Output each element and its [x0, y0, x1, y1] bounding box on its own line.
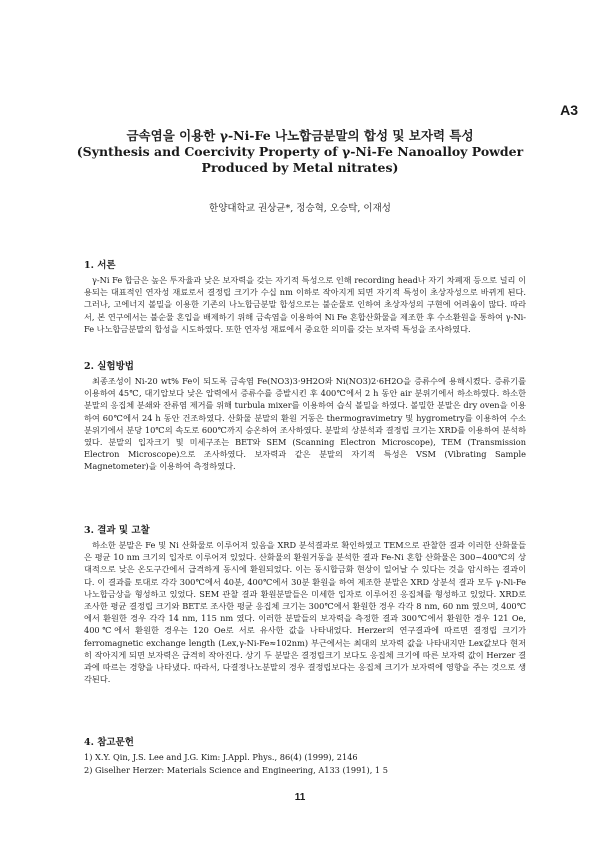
section-introduction — [84, 257, 526, 335]
section-references — [84, 734, 526, 776]
section-methods — [84, 358, 526, 473]
title-english-line-2: Produced by Metal nitrates) — [201, 160, 399, 175]
section-body: 하소한 분말은 Fe 및 Ni 산화물로 이루어져 있음을 XRD 분석결과로 확인하였고 TEM으로 관찰한 결과 이러한 산화물들은 평균 10 nm 크기의 입자로 이루어져 있었다. 산화물의 환원거동을 분석한 결과 Fe-Ni 혼합 산화물은 300~400℃의 상대적으로 낮은 온도구간에서 급격하게 동시에 환원되었다. 이는 동시합금화 현상이 일어날 수 있다는 것을 암시하는 결과이다. 이 결과를 토대로 각각 300℃에서 40분, 400℃에서 30분 환원을 하여 제조한 분말은 XRD 상분석 결과 모두 γ-Ni-Fe 나노합금상을 형성하고 있었다. SEM 관찰 결과 환원분말들은 미세한 입자로 이루어진 응집체를 형성하고 있었다. XRD로 조사한 평균 결정립 크기와 BET로 조사한 평균 응집체 크기는 300℃에서 환원한 경우 각각 8 nm, 60 nm 였으며, 400℃에서 환원한 경우 각각 14 nm, 115 nm 였다. 이러한 분말들의 보자력을 측정한 결과 300℃에서 환원한 경우 121 Oe, 400℃에서 환원한 경우는 120 Oe로 서로 유사한 값을 나타내었다. Herzer의 연구결과에 따르면 결정립 크기가 ferromagnetic exchange length (Lex,γ-Ni-Fe≈102nm) 부근에서는 최대의 보자력 값을 나타내지만 Lex값보다 현저히 작아지게 되면 보자력은 급격히 작아진다. 상기 두 분말은 결정립크기 보다도 응집체 크기에 따른 보자력 값이 Herzer 결과에 따르는 경향을 나타냈다. 따라서, 다결정나노분말의 경우 결정립보다는 응집체 크기가 보자력에 영향을 주는 것으로 생각된다. — [84, 540, 526, 685]
title-korean: 금속염을 이용한 γ-Ni-Fe 나노합금분말의 합성 및 보자력 특성 — [126, 128, 474, 143]
section-body: 최종조성이 Ni-20 wt% Fe이 되도록 금속염 Fe(NO3)3·9H2O와 Ni(NO3)2·6H2O을 증류수에 용해시켰다. 증류기를 이용하여 45℃, 대기압보다 낮은 압력에서 증류수를 증발시킨 후 400℃에서 2 h 동안 air 분위기에서 하소하였다. 하소한 분말의 응집체 분쇄와 잔류염 제거를 위해 turbula mixer를 이용하여 습식 볼밀을 하였다. 볼밀한 분말은 dry oven을 이용하여 60℃에서 24 h 동안 건조하였다. 산화물 분말의 환원 거동은 thermogravimetry 및 hygrometry를 이용하여 수소 분위기에서 분당 10℃의 속도로 600℃까지 승온하여 조사하였다. 분말의 상분석과 결정립 크기는 XRD를 이용하여 분석하였다. 분말의 입자크기 및 미세구조는 BET와 SEM (Scanning Electron Microscope), TEM (Transmission Electron Microscope)으로 조사하였다. 보자력과 같은 분말의 자기적 특성은 VSM (Vibrating Sample Magnetometer)을 이용하여 측정하였다. — [84, 376, 526, 472]
section-heading: 4. 참고문헌 — [84, 737, 134, 748]
abstract-code: A3 — [560, 102, 578, 118]
section-results — [84, 522, 526, 685]
authors: 한양대학교 권상균*, 정승혁, 오승탁, 이재성 — [209, 203, 391, 214]
page-number: 11 — [294, 792, 306, 803]
section-body: γ-Ni Fe 합금은 높은 투자율과 낮은 보자력을 갖는 자기적 특성으로 인해 recording head나 자기 차폐재 등으로 널리 이용되는 대표적인 연자성 재료로서 결정립 크기가 수십 nm 이하로 작아지게 되면 자기적 특성이 초상자성으로 바뀌게 된다. 그러나, 고에너지 볼밀을 이용한 기존의 나노합금분말 합성으로는 불순물로 인하여 초상자성의 구현에 어려움이 많다. 따라서, 본 연구에서는 불순물 혼입을 배제하기 위해 금속염을 이용하여 Ni Fe 혼합산화물을 제조한 후 수소환원을 통하여 γ-Ni-Fe 나노합금분말의 합성을 시도하였다. 또한 연자성 재료에서 중요한 의미를 갖는 보자력 특성을 조사하였다. — [84, 275, 526, 334]
reference-item: 1) X.Y. Qin, J.S. Lee and J.G. Kim: J.Appl. Phys., 86(4) (1999), 2146 — [84, 752, 358, 762]
title-english-line-1: (Synthesis and Coercivity Property of γ-Ni-Fe Nanoalloy Powder — [76, 144, 524, 159]
section-heading: 2. 실험방법 — [84, 361, 134, 372]
section-heading: 3. 결과 및 고찰 — [84, 525, 150, 536]
section-heading: 1. 서론 — [84, 260, 116, 271]
reference-item: 2) Giselher Herzer: Materials Science and Engineering, A133 (1991), 1 5 — [84, 764, 388, 775]
title-block — [0, 128, 600, 176]
